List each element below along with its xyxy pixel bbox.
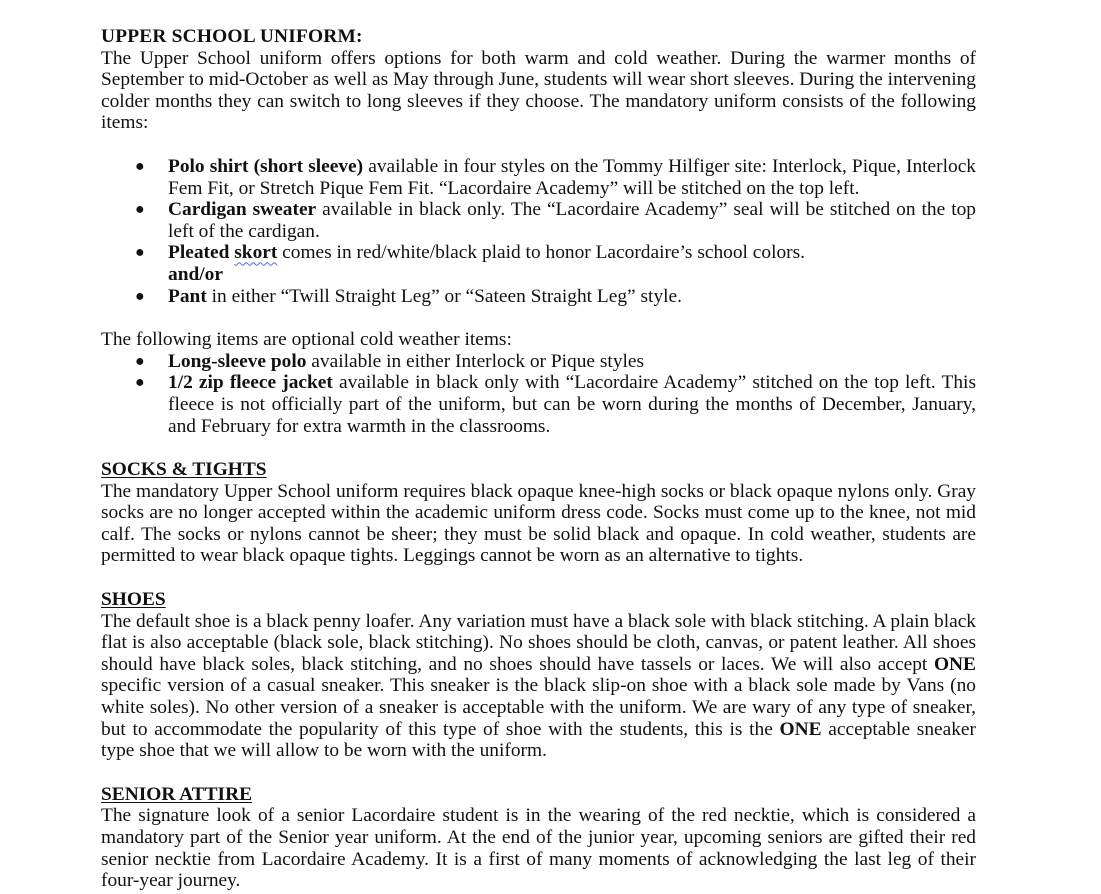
- bullet-icon: ●: [135, 374, 145, 392]
- emphasis-one: ONE: [779, 718, 822, 740]
- shoes-heading: SHOES: [101, 589, 166, 611]
- item-description: available in black only. The “Lacordaire Academy” seal will be stitched on the top left of the cardigan.: [168, 199, 976, 242]
- bullet-icon: ●: [135, 201, 145, 219]
- emphasis-one: ONE: [933, 653, 976, 675]
- list-item: [101, 156, 976, 199]
- optional-intro: The following items are optional cold weather items:: [101, 329, 512, 351]
- bullet-icon: ●: [135, 244, 145, 262]
- list-item: [101, 286, 976, 308]
- senior-text: The signature look of a senior Lacordaire student is in the wearing of the red necktie, which is considered a mandatory part of the Senior year uniform. At the end of the junior year, upcoming seniors are gifted their red senior necktie from Lacordaire Academy. It is a first of many moments of acknowledging the last leg of their four-year journey.: [101, 805, 976, 892]
- list-item: [101, 372, 976, 437]
- item-description: available in four styles on the Tommy Hilfiger site: Interlock, Pique, Interlock Fem Fit, or Stretch Pique Fem Fit. “Lacordaire Academy” will be stitched on the top left.: [168, 155, 976, 199]
- uniform-intro: The Upper School uniform offers options for both warm and cold weather. During the warmer months of September to mid-October as well as May through June, students will wear short sleeves. During the intervening colder months they can switch to long sleeves if they choose. The mandatory uniform consists of the following items:: [101, 47, 976, 134]
- list-item: [101, 199, 976, 242]
- item-name: Pant: [168, 285, 207, 307]
- item-description: in either “Twill Straight Leg” or “Sateen Straight Leg” style.: [206, 285, 682, 307]
- and-or-label: and/or: [168, 263, 223, 285]
- shoes-text-part: specific version of a casual sneaker. This sneaker is the black slip-on shoe with a black sole made by Vans (no white soles). No other version of a sneaker is acceptable with the uniform. We are wary of any type of sneaker, but to accommodate the popularity of this type of shoe with the students, this is the: [101, 675, 976, 740]
- bullet-icon: ●: [135, 157, 145, 175]
- item-name: Long-sleeve polo: [168, 350, 307, 372]
- item-description: available in black only with “Lacordaire Academy” stitched on the top left. This fleece is not officially part of the uniform, but can be worn during the months of December, January, and February for extra warmth in the classrooms.: [168, 372, 976, 437]
- item-name: Pleated: [168, 242, 235, 264]
- item-description: available in either Interlock or Pique styles: [306, 350, 645, 372]
- item-description: comes in red/white/black plaid to honor Lacordaire’s school colors.: [277, 242, 806, 264]
- bullet-icon: ●: [135, 352, 145, 370]
- item-name: Polo shirt (short sleeve): [168, 155, 364, 177]
- spellcheck-word: skort: [234, 242, 278, 264]
- shoes-text-part: The default shoe is a black penny loafer. Any variation must have a black sole with black stitching. A plain black flat is also acceptable (black sole, black stitching). No shoes should be cloth, canvas, or patent leather. All shoes should have black soles, black stitching, and no shoes should have tassels or laces. We will also accept: [101, 610, 976, 675]
- senior-heading: SENIOR ATTIRE: [101, 783, 253, 805]
- list-item: [101, 242, 976, 285]
- mandatory-items-list: [101, 156, 976, 307]
- bullet-icon: ●: [135, 287, 145, 305]
- list-item: [101, 351, 976, 373]
- socks-text: The mandatory Upper School uniform requires black opaque knee-high socks or black opaque nylons only. Gray socks are no longer accepted within the academic uniform dress code. Socks must come up to the knee, not mid calf. The socks or nylons cannot be sheer; they must be solid black and opaque. In cold weather, students are permitted to wear black opaque tights. Leggings cannot be worn as an alternative to tights.: [101, 480, 976, 567]
- item-name: 1/2 zip fleece jacket: [168, 372, 333, 394]
- item-name: Cardigan sweater: [168, 199, 317, 221]
- shoes-text-part: acceptable sneaker type shoe that we will allow to be worn with the uniform.: [101, 718, 976, 762]
- socks-heading: SOCKS & TIGHTS: [101, 459, 267, 481]
- optional-items-list: [101, 351, 976, 437]
- shoes-text: [101, 611, 976, 762]
- uniform-title: UPPER SCHOOL UNIFORM:: [101, 26, 363, 47]
